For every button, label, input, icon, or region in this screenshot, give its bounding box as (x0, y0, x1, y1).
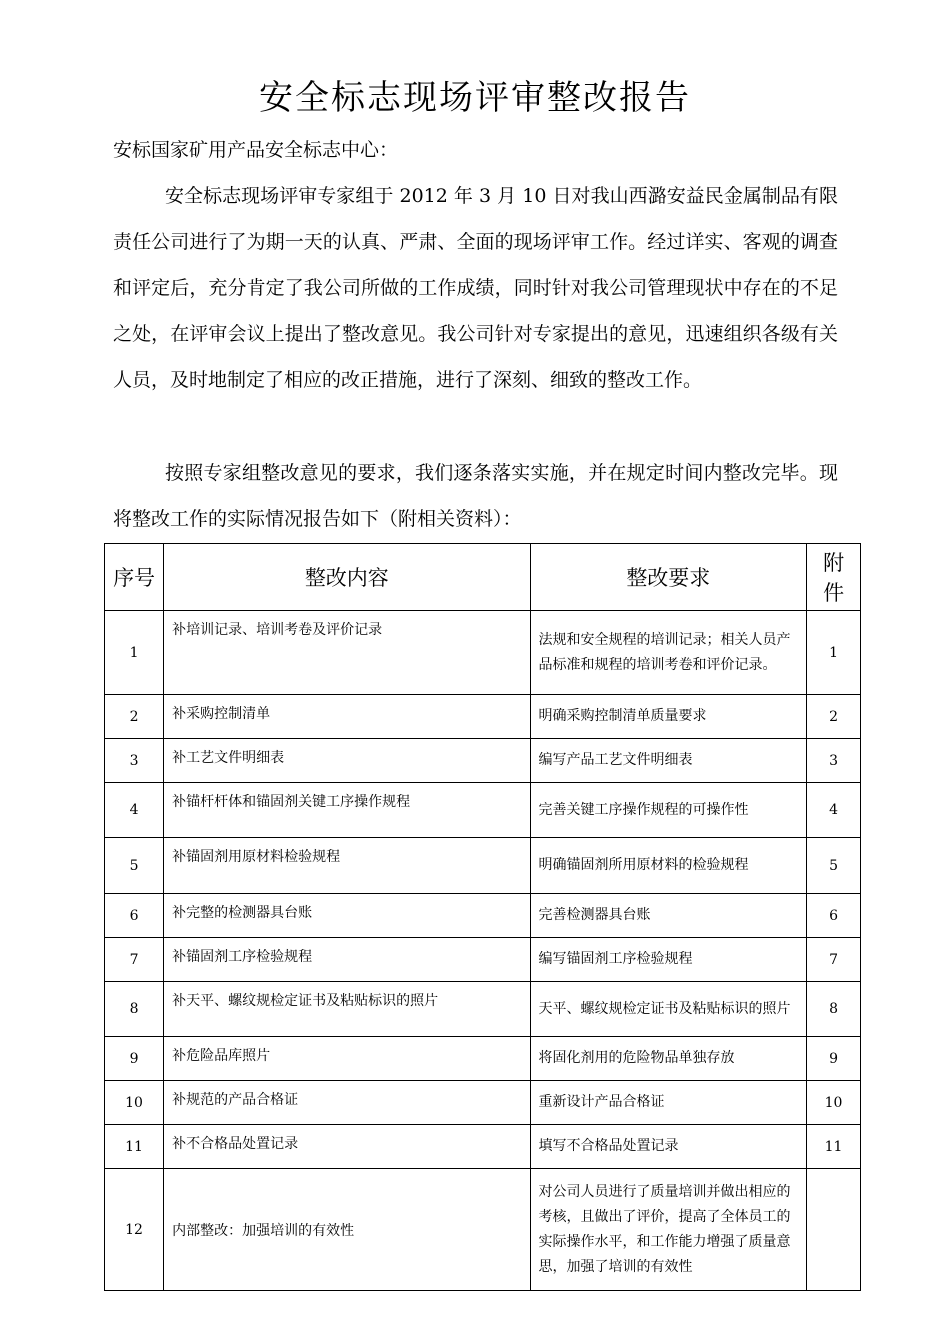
row-number: 12 (105, 1169, 164, 1291)
row-attachment: 4 (807, 783, 861, 838)
table-row (105, 739, 861, 783)
row-requirement: 法规和安全规程的培训记录；相关人员产品标准和规程的培训考卷和评价记录。 (530, 611, 807, 695)
table-row (105, 611, 861, 695)
row-number: 3 (105, 739, 164, 783)
row-attachment: 9 (807, 1037, 861, 1081)
row-content: 补锚杆杆体和锚固剂关键工序操作规程 (164, 783, 530, 838)
row-number: 10 (105, 1081, 164, 1125)
row-content: 补采购控制清单 (164, 695, 530, 739)
row-requirement: 编写锚固剂工序检验规程 (530, 938, 807, 982)
table-row (105, 695, 861, 739)
row-number: 4 (105, 783, 164, 838)
row-attachment: 11 (807, 1125, 861, 1169)
row-attachment (807, 1169, 861, 1291)
row-attachment: 6 (807, 894, 861, 938)
row-attachment: 2 (807, 695, 861, 739)
row-requirement: 完善检测器具台账 (530, 894, 807, 938)
row-requirement: 编写产品工艺文件明细表 (530, 739, 807, 783)
row-content: 补天平、螺纹规检定证书及粘贴标识的照片 (164, 982, 530, 1037)
table-row (105, 783, 861, 838)
table-row (105, 838, 861, 894)
row-number: 2 (105, 695, 164, 739)
table-row (105, 1081, 861, 1125)
row-requirement: 填写不合格品处置记录 (530, 1125, 807, 1169)
table-row (105, 1037, 861, 1081)
row-number: 11 (105, 1125, 164, 1169)
header-number: 序号 (105, 544, 164, 611)
paragraph-summary: 按照专家组整改意见的要求，我们逐条落实实施，并在规定时间内整改完毕。现将整改工作的实际情况报告如下（附相关资料）： (113, 462, 838, 530)
row-attachment: 3 (807, 739, 861, 783)
table-row (105, 982, 861, 1037)
document-title: 安全标志现场评审整改报告 (259, 78, 691, 118)
row-attachment: 5 (807, 838, 861, 894)
row-content: 补完整的检测器具台账 (164, 894, 530, 938)
row-number: 8 (105, 982, 164, 1037)
row-number: 7 (105, 938, 164, 982)
table-row (105, 1125, 861, 1169)
paragraph-intro: 安全标志现场评审专家组于 2012 年 3 月 10 日对我山西潞安益民金属制品有限责任公司进行了为期一天的认真、严肃、全面的现场评审工作。经过详实、客观的调查和评定后，充分肯定了我公司所做的工作成绩，同时针对我公司管理现状中存在的不足之处，在评审会议上提出了整改意见。我公司针对专家提出的意见，迅速组织各级有关人员，及时地制定了相应的改正措施，进行了深刻、细致的整改工作。 (113, 185, 838, 391)
row-attachment: 1 (807, 611, 861, 695)
row-content: 补危险品库照片 (164, 1037, 530, 1081)
table-row (105, 894, 861, 938)
row-attachment: 10 (807, 1081, 861, 1125)
table-row (105, 938, 861, 982)
row-content: 补不合格品处置记录 (164, 1125, 530, 1169)
table-row (105, 1169, 861, 1291)
row-requirement: 将固化剂用的危险物品单独存放 (530, 1037, 807, 1081)
header-attachment: 附件 (807, 544, 861, 611)
row-requirement: 天平、螺纹规检定证书及粘贴标识的照片 (530, 982, 807, 1037)
salutation: 安标国家矿用产品安全标志中心： (113, 139, 399, 161)
row-number: 1 (105, 611, 164, 695)
row-number: 9 (105, 1037, 164, 1081)
row-number: 6 (105, 894, 164, 938)
header-content: 整改内容 (164, 544, 530, 611)
row-requirement: 对公司人员进行了质量培训并做出相应的考核，且做出了评价，提高了全体员工的实际操作水平，和工作能力增强了质量意思，加强了培训的有效性 (530, 1169, 807, 1291)
row-requirement: 完善关键工序操作规程的可操作性 (530, 783, 807, 838)
row-attachment: 8 (807, 982, 861, 1037)
row-content: 补锚固剂用原材料检验规程 (164, 838, 530, 894)
row-number: 5 (105, 838, 164, 894)
row-requirement: 重新设计产品合格证 (530, 1081, 807, 1125)
row-attachment: 7 (807, 938, 861, 982)
row-requirement: 明确采购控制清单质量要求 (530, 695, 807, 739)
row-content: 内部整改：加强培训的有效性 (164, 1169, 530, 1291)
table-header-row (105, 544, 861, 611)
row-content: 补锚固剂工序检验规程 (164, 938, 530, 982)
rectification-table (104, 543, 861, 1291)
row-content: 补规范的产品合格证 (164, 1081, 530, 1125)
row-content: 补工艺文件明细表 (164, 739, 530, 783)
row-content: 补培训记录、培训考卷及评价记录 (164, 611, 530, 695)
row-requirement: 明确锚固剂所用原材料的检验规程 (530, 838, 807, 894)
header-requirement: 整改要求 (530, 544, 807, 611)
